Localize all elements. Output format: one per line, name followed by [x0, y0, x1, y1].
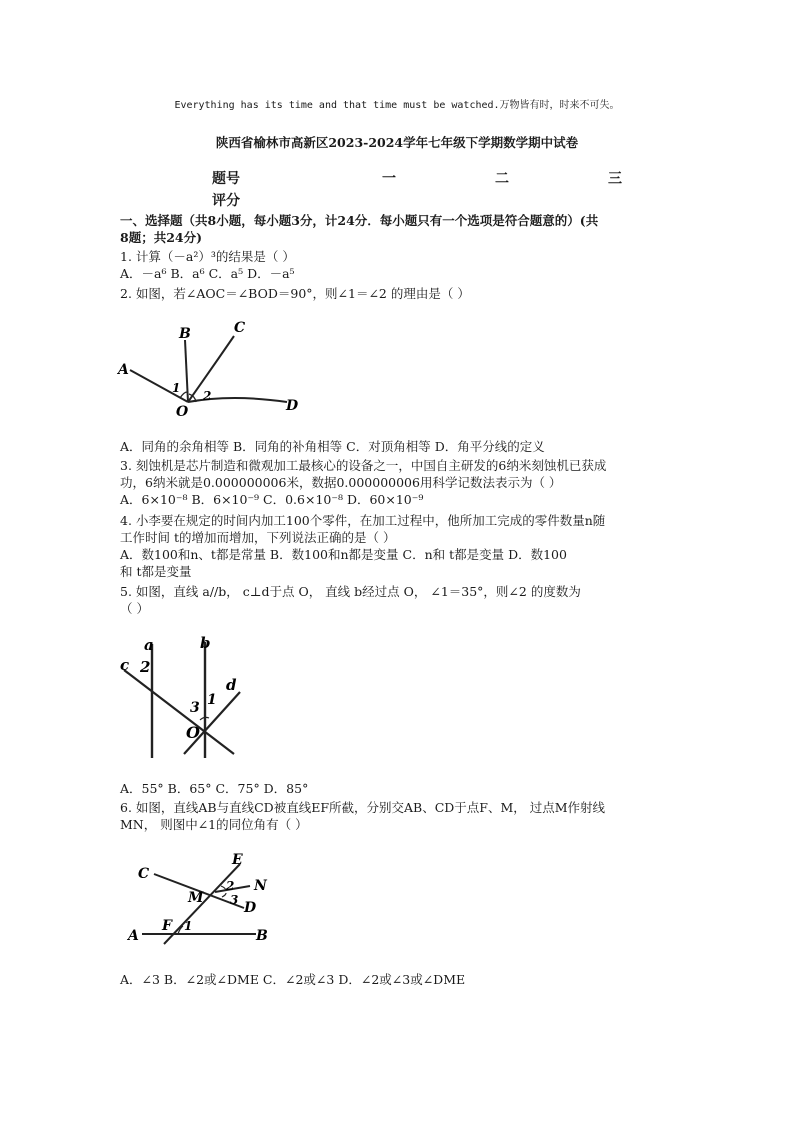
- line-c: [124, 670, 234, 754]
- label-angle-3: 3: [190, 700, 200, 716]
- score-header-part-1: 一: [382, 171, 396, 187]
- label-angle-1: 1: [207, 692, 217, 708]
- label-A: A: [128, 928, 139, 944]
- page-motto: Everything has its time and that time must be watched.万物皆有时，时来不可失。: [174, 100, 620, 111]
- label-B: B: [179, 326, 191, 342]
- label-A: A: [118, 362, 129, 378]
- angle-3-arc: [222, 893, 226, 897]
- question-6-line-1: 6. 如图，直线AB与直线CD被直线EF所截，分别交AB、CD于点F、M， 过点M作射线: [120, 800, 606, 815]
- question-2-stem: 2. 如图，若∠AOC＝∠BOD＝90°，则∠1＝∠2 的理由是（ ）: [120, 286, 470, 301]
- question-4-line-1: 4. 小李要在规定的时间内加工100个零件，在加工过程中，他所加工完成的零件数量n随: [120, 513, 606, 528]
- angle-1-arc: [180, 392, 187, 398]
- question-4-options-line-1: A．数100和n、t都是常量 B．数100和n都是变量 C．n和 t都是变量 D．数100: [120, 547, 567, 562]
- label-d: d: [226, 676, 237, 694]
- label-angle-1: 1: [184, 919, 193, 933]
- question-1-options: A．－a⁶ B．a⁶ C．a⁵ D．－a⁵: [120, 266, 295, 281]
- section-1-heading-line-1: 一、选择题（共8小题，每小题3分，计24分．每小题只有一个选项是符合题意的）(共: [120, 213, 599, 228]
- label-E: E: [232, 852, 243, 868]
- question-5-line-1: 5. 如图，直线 a//b， c⊥d于点 O， 直线 b经过点 O， ∠1＝35°，则∠2 的度数为: [120, 584, 581, 599]
- label-angle-3: 3: [230, 893, 239, 907]
- section-1-heading: [120, 212, 680, 246]
- question-3: [120, 457, 680, 508]
- question-5: [120, 583, 680, 617]
- question-3-line-2: 功，6纳米就是0.000000006米，数据0.000000006用科学记数法表示为（ ）: [120, 475, 562, 490]
- question-6-options: A．∠3 B．∠2或∠DME C．∠2或∠3 D．∠2或∠3或∠DME: [120, 972, 466, 987]
- question-1: [120, 248, 680, 282]
- question-6: [120, 799, 680, 833]
- label-angle-2: 2: [226, 879, 235, 893]
- question-3-options: A．6×10⁻⁸ B．6×10⁻⁹ C．0.6×10⁻⁸ D．60×10⁻⁹: [120, 492, 424, 507]
- label-a: a: [144, 636, 154, 654]
- score-header-part-3: 三: [608, 171, 622, 187]
- label-C: C: [234, 320, 246, 336]
- question-2-figure: [112, 318, 312, 422]
- question-4-line-2: 工作时间 t的增加而增加，下列说法正确的是（ ）: [120, 530, 396, 545]
- label-C: C: [138, 866, 150, 882]
- score-header-part-2: 二: [495, 171, 509, 187]
- score-table-header-row: [212, 168, 632, 190]
- question-2-options: A．同角的余角相等 B．同角的补角相等 C．对顶角相等 D．角平分线的定义: [120, 439, 545, 454]
- label-F: F: [162, 918, 172, 934]
- question-5-figure: [112, 632, 252, 764]
- score-table-score-row: [212, 190, 632, 212]
- question-3-line-1: 3. 刻蚀机是芯片制造和微观加工最核心的设备之一，中国自主研发的6纳米刻蚀机已获成: [120, 458, 607, 473]
- label-b: b: [200, 634, 211, 652]
- label-angle-2: 2: [203, 389, 212, 403]
- label-angle-1: 1: [172, 381, 181, 395]
- label-N: N: [254, 878, 267, 894]
- label-O: O: [186, 723, 200, 742]
- question-5-options: A．55° B．65° C．75° D．85°: [120, 781, 309, 796]
- score-table: [212, 168, 632, 212]
- label-angle-2: 2: [140, 658, 151, 676]
- question-5-line-2: （ ）: [120, 601, 149, 616]
- label-c: c: [120, 656, 130, 674]
- score-header-question-no: 题号: [212, 171, 240, 187]
- question-1-stem: 1. 计算（－a²）³的结果是（ ）: [120, 249, 295, 264]
- question-4-options-line-2: 和 t都是变量: [120, 564, 192, 579]
- question-6-figure: [120, 850, 280, 946]
- label-D: D: [286, 398, 299, 414]
- label-M: M: [188, 890, 204, 906]
- section-1-heading-line-2: 8题；共24分): [120, 230, 203, 245]
- page-title: 陕西省榆林市高新区2023-2024学年七年级下学期数学期中试卷: [215, 135, 579, 150]
- question-4: [120, 512, 680, 580]
- score-row-label: 评分: [212, 193, 240, 209]
- label-O: O: [176, 404, 189, 420]
- label-D: D: [244, 900, 257, 916]
- question-6-line-2: MN， 则图中∠1的同位角有（ ）: [120, 817, 308, 832]
- label-B: B: [256, 928, 268, 944]
